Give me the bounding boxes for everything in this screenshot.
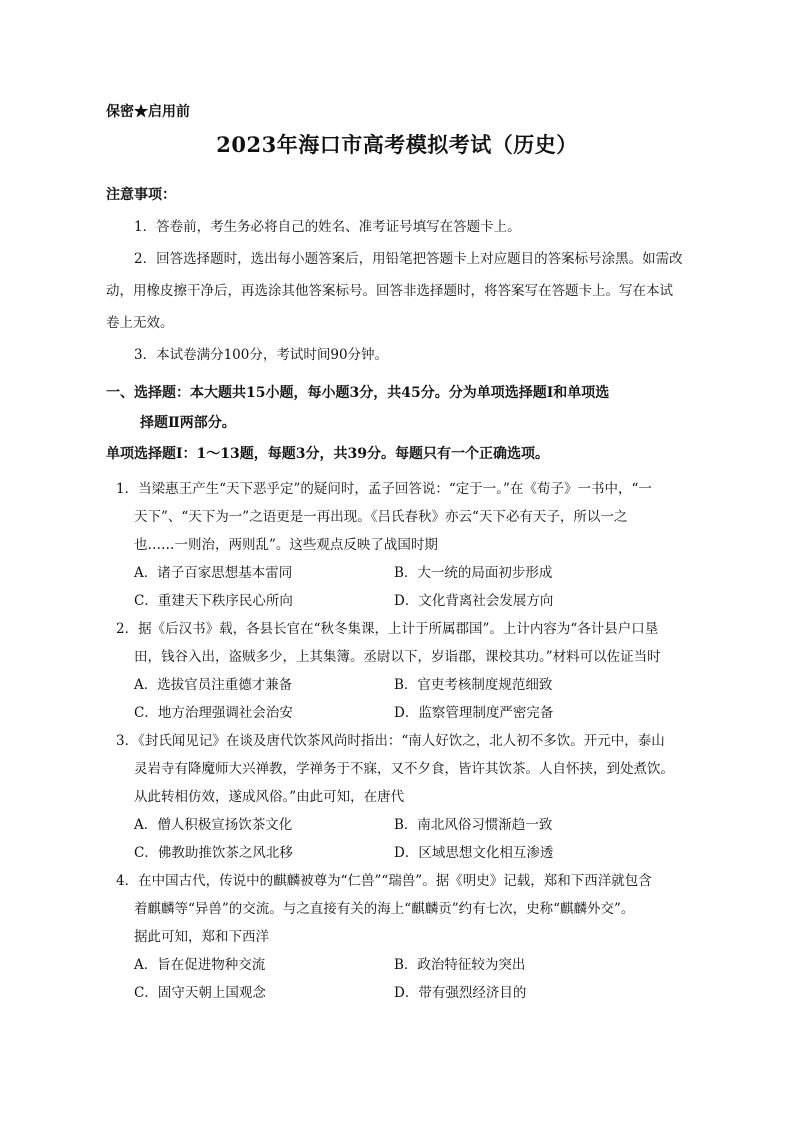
notice-line: 1．答卷前，考生务必将自己的姓名、准考证号填写在答题卡上。 (134, 219, 521, 235)
question-1-option-b: B．大一统的局面初步形成 (394, 565, 553, 581)
page-title: 2023年海口市高考模拟考试（历史） (216, 132, 578, 157)
question-1-text: 1．当梁惠王产生“天下恶乎定”的疑问时，孟子回答说：“定于一。”在《荀子》一书中，“一 (116, 481, 652, 497)
question-4-text: 着麒麟等“异兽”的交流。与之直接有关的海上“麒麟贡”约有七次，史称“麒麟外交”。 (134, 901, 635, 917)
question-4-option-b: B．政治特征较为突出 (394, 957, 526, 973)
question-3-text: 灵岩寺有降魔师大兴禅教，学禅务于不寐，又不夕食，皆许其饮茶。人自怀挟，到处煮饮。 (134, 761, 674, 777)
question-2-option-d: D．监察管理制度严密完备 (394, 705, 554, 721)
question-1-text: 也……一则治，两则乱”。这些观点反映了战国时期 (134, 537, 438, 553)
subsection-heading: 单项选择题Ⅰ：1～13题，每题3分，共39分。每题只有一个正确选项。 (106, 446, 549, 462)
question-3-option-b: B．南北风俗习惯渐趋一致 (394, 817, 553, 833)
question-2-option-b: B．官吏考核制度规范细致 (394, 677, 553, 693)
question-2-option-a: A．选拔官员注重德才兼备 (134, 677, 293, 693)
question-4-option-d: D．带有强烈经济目的 (394, 985, 527, 1001)
question-3-option-c: C．佛教助推饮茶之风北移 (134, 845, 293, 861)
confidential-mark: 保密★启用前 (106, 104, 190, 120)
question-2-text: 2．据《后汉书》载，各县长官在“秋冬集课，上计于所属郡国”。上计内容为“各计县户口垦 (116, 621, 659, 637)
notice-line: 动，用橡皮擦干净后，再选涂其他答案标号。回答非选择题时，将答案写在答题卡上。写在本试 (106, 283, 673, 299)
question-4-text: 据此可知，郑和下西洋 (134, 929, 269, 945)
notice-line: 3．本试卷满分100分，考试时间90分钟。 (134, 347, 389, 363)
notice-line: 2．回答选择题时，选出每小题答案后，用铅笔把答题卡上对应题目的答案标号涂黑。如需改 (134, 251, 683, 267)
section-heading-cont: 择题Ⅱ两部分。 (140, 415, 236, 431)
question-1-text: 天下”、“天下为一”之语更是一再出现。《吕氏春秋》亦云“天下必有天子，所以一之 (134, 509, 628, 525)
question-4-option-c: C．固守天朝上国观念 (134, 985, 266, 1001)
question-3-option-a: A．僧人积极宣扬饮茶文化 (134, 817, 293, 833)
question-4-text: 4．在中国古代，传说中的麒麟被尊为“仁兽”“瑞兽”。据《明史》记载，郑和下西洋就包含 (116, 873, 652, 889)
question-2-text: 田，钱谷入出，盗贼多少，上其集簿。丞尉以下，岁诣郡，课校其功。”材料可以佐证当时 (134, 649, 661, 665)
question-4-option-a: A．旨在促进物种交流 (134, 957, 266, 973)
notice-heading: 注意事项： (106, 187, 176, 203)
section-heading: 一、选择题：本大题共15小题，每小题3分，共45分。分为单项选择题Ⅰ和单项选 (106, 385, 610, 401)
question-3-option-d: D．区域思想文化相互渗透 (394, 845, 554, 861)
notice-line: 卷上无效。 (106, 315, 174, 331)
question-1-option-a: A．诸子百家思想基本雷同 (134, 565, 293, 581)
question-1-option-d: D．文化背离社会发展方向 (394, 593, 554, 609)
question-3-text: 3．《封氏闻见记》在谈及唐代饮茶风尚时指出：“南人好饮之，北人初不多饮。开元中，泰山 (116, 733, 665, 749)
question-1-option-c: C．重建天下秩序民心所向 (134, 593, 293, 609)
question-2-option-c: C．地方治理强调社会治安 (134, 705, 293, 721)
question-3-text: 从此转相仿效，遂成风俗。”由此可知，在唐代 (134, 789, 405, 805)
